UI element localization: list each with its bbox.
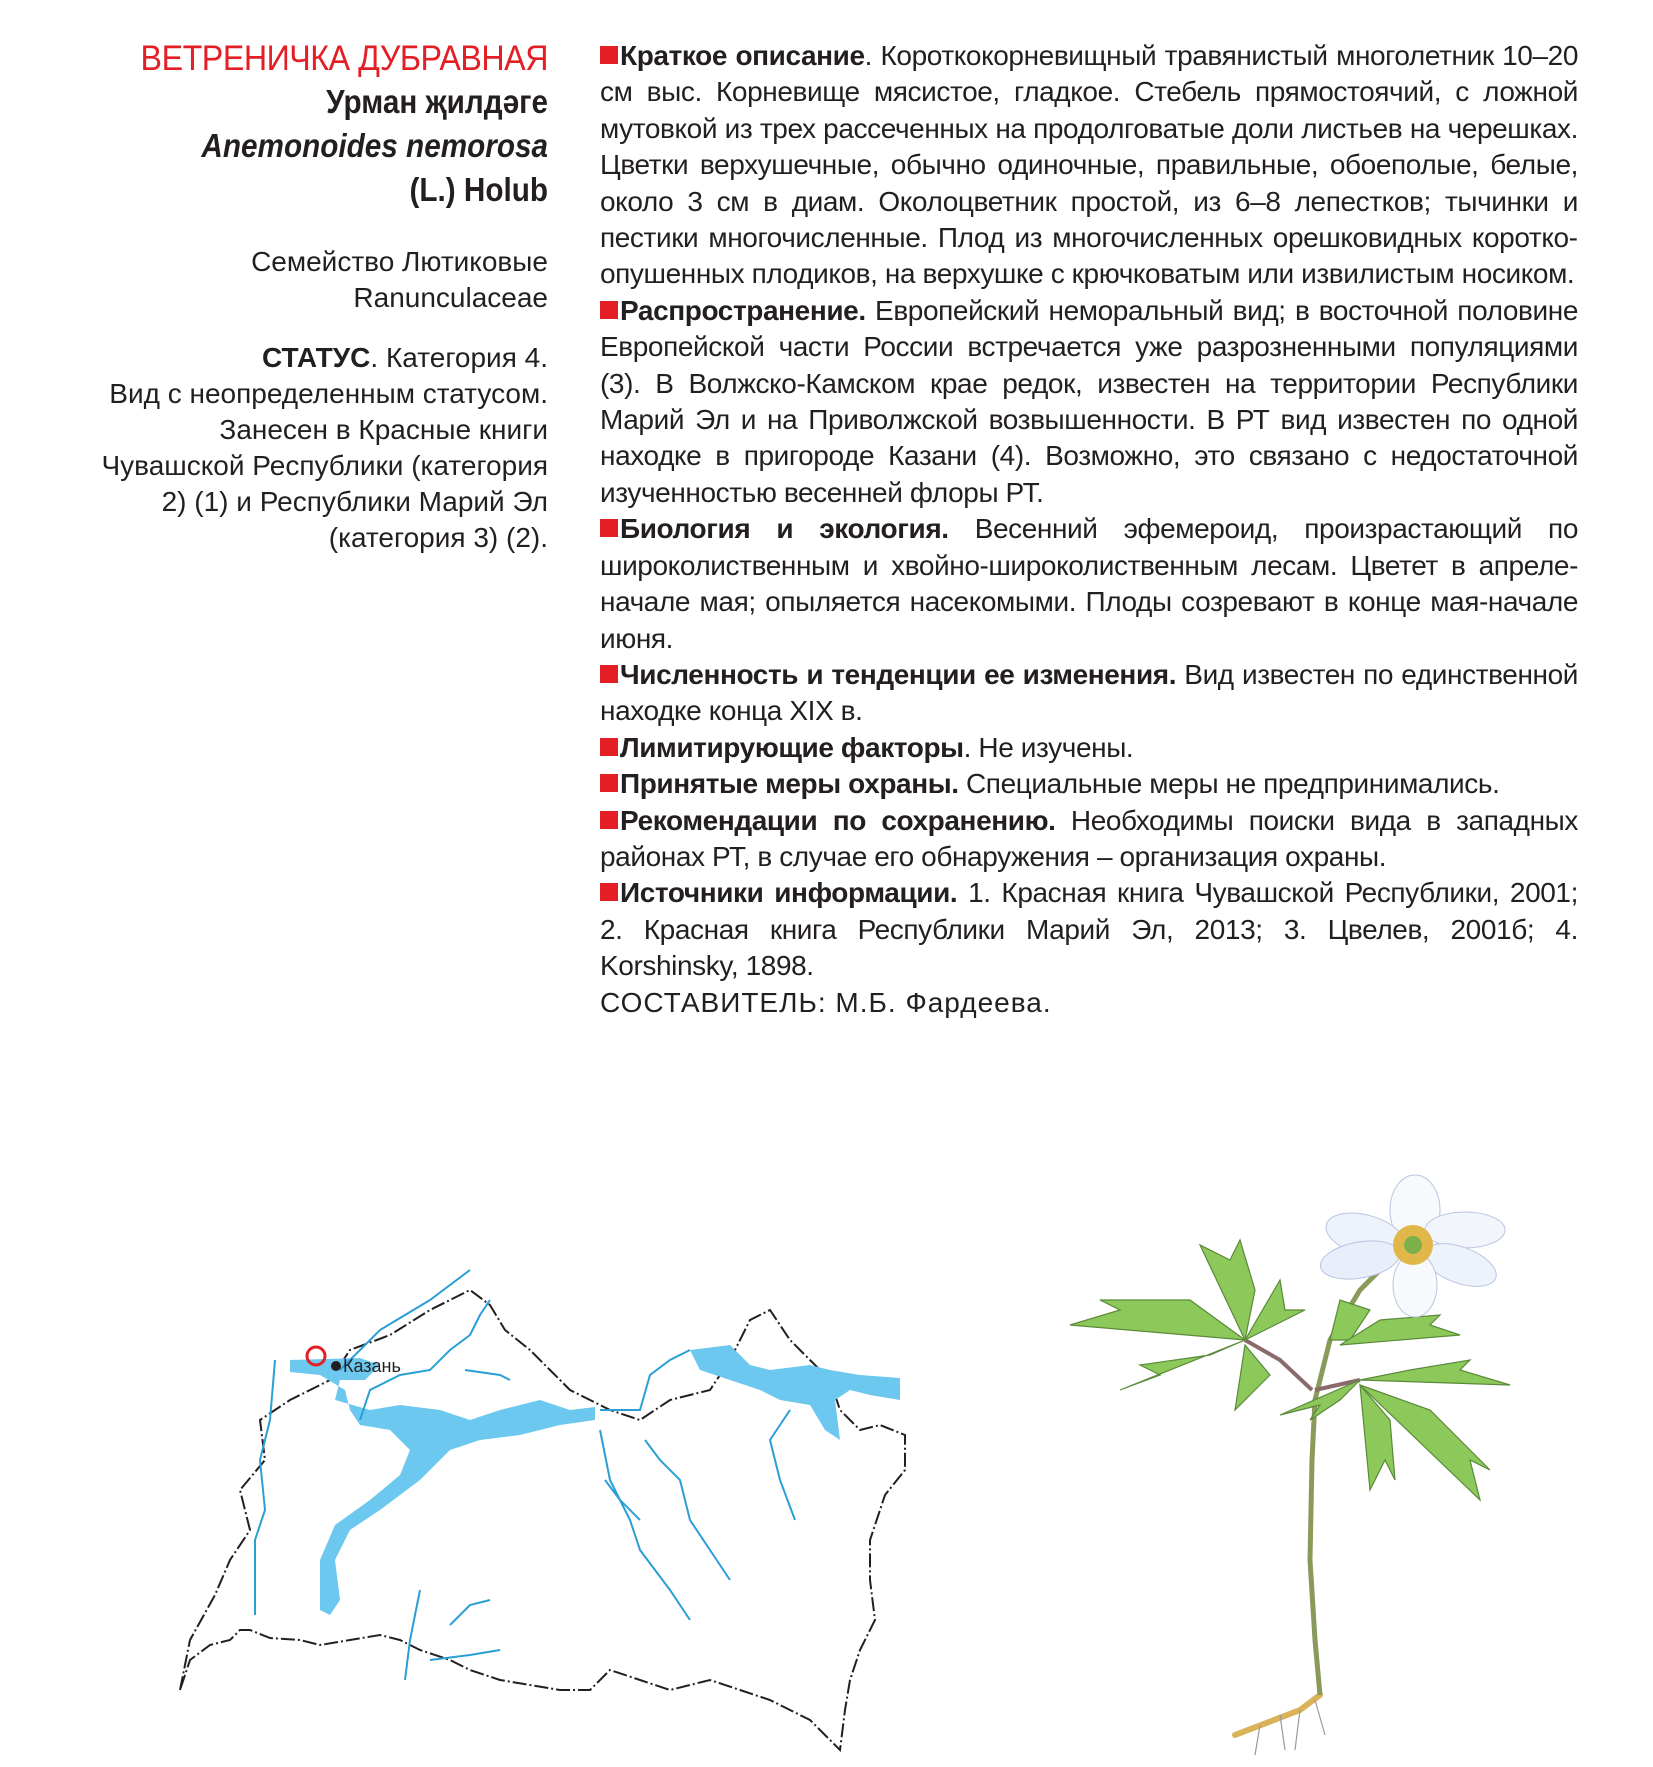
section-recommendations	[600, 803, 1578, 876]
river	[600, 1350, 690, 1410]
rivers	[255, 1270, 795, 1680]
status-block	[80, 340, 548, 556]
river	[255, 1360, 275, 1615]
city-dot-kazan	[331, 1361, 341, 1371]
tatar-name: Урман җилдәге	[326, 83, 548, 120]
bullet-square-icon	[600, 519, 618, 537]
section-heading: Принятые меры охраны.	[620, 768, 959, 800]
reservoir-kuibyshev	[290, 1358, 595, 1615]
species-header	[80, 38, 548, 556]
russian-name: ВЕТРЕНИЧКА ДУБРАВНАЯ	[140, 39, 548, 78]
status-red-books: Занесен в Красные книги Чувашской Республики (категория 2) (1) и Республики Марий Эл (категория 3) (2).	[101, 414, 548, 553]
bullet-square-icon	[600, 811, 618, 829]
region-border	[180, 1290, 905, 1750]
section-text: . Короткокорневищный травянистый многолетник 10–20 см выс. Корневище мясистое, гладкое. Стебель прямостоячий, с ложной мутовкой из трех рассеченных на продолговатые доли листьев на черешках. Цветки верхушечные, обычно одиночные, правильные, обоеполые, белые, около 3 см в диам. Околоцветник простой, из 6–8 лепестков; тычинки и пестики многочисленные. Плод из многочисленных орешковидных короткоопушенных плодиков, на верхушке с крючковатым или извилистым носиком.	[600, 40, 1578, 290]
section-text: Вид известен по единственной находке конца XIX в.	[600, 658, 1578, 727]
compiler: СОСТАВИТЕЛЬ: М.Б. Фардеева.	[600, 986, 1052, 1018]
distribution-map	[170, 1260, 910, 1760]
river	[340, 1270, 470, 1370]
section-abundance	[600, 657, 1578, 730]
author-citation: (L.) Holub	[409, 171, 548, 208]
latin-name: Anemonoides nemorosa	[201, 127, 549, 164]
family-block	[80, 244, 548, 316]
river	[465, 1370, 510, 1380]
city-label-kazan: Казань	[343, 1356, 401, 1376]
rhizome	[1235, 1695, 1320, 1735]
roots	[1255, 1700, 1325, 1755]
river	[450, 1600, 490, 1625]
section-heading: Источники информации.	[620, 877, 958, 909]
river	[605, 1480, 640, 1520]
bullet-square-icon	[600, 665, 618, 683]
river	[645, 1440, 730, 1580]
river	[430, 1650, 500, 1660]
flower	[1317, 1175, 1505, 1317]
section-limiting-factors	[600, 730, 1578, 766]
section-text: 1. Красная книга Чувашской Республики, 2001; 2. Красная книга Республики Марий Эл, 2013; 3. Цвелев, 2001б; 4. Korshinsky, 1898.	[600, 877, 1578, 982]
section-biology	[600, 511, 1578, 657]
section-heading: Численность и тенденции ее изменения.	[620, 658, 1177, 690]
bullet-square-icon	[600, 46, 618, 64]
river	[405, 1590, 420, 1680]
section-text: Специальные меры не предпринимались.	[958, 768, 1500, 800]
section-text: . Не изучены.	[963, 731, 1134, 763]
river	[770, 1410, 795, 1520]
bullet-square-icon	[600, 774, 618, 792]
bullet-square-icon	[600, 301, 618, 319]
bullet-square-icon	[600, 738, 618, 756]
section-sources	[600, 875, 1578, 984]
section-heading: Краткое описание	[620, 40, 865, 71]
status-description: Вид с неопределенным статусом.	[109, 378, 548, 409]
status-label: СТАТУС	[261, 342, 371, 373]
plant-illustration	[1040, 1160, 1520, 1760]
section-distribution	[600, 293, 1578, 511]
status-category: . Категория 4.	[370, 342, 548, 373]
section-heading: Лимитирующие факторы	[620, 731, 964, 763]
river	[600, 1430, 690, 1620]
section-heading: Рекомендации по сохранению.	[620, 804, 1056, 836]
section-text: Необходимы поиски вида в западных районах РТ, в случае его обнаружения – организация охраны.	[600, 804, 1578, 872]
section-heading: Биология и экология.	[620, 513, 949, 545]
section-text: Европейский неморальный вид; в восточной половине Европейской части России встречается уже разрозненными популяциями (3). В Волжско-Камском крае редок, известен на территории Республики Марий Эл и на Приволжской возвышенности. В РТ вид известен по одной находке в пригороде Казани (4). Возможно, это связано с недостаточной изученностью весенней флоры РТ.	[600, 294, 1578, 508]
family-ru: Семейство Лютиковые	[251, 246, 548, 277]
section-heading: Распространение.	[620, 294, 866, 326]
family-latin: Ranunculaceae	[353, 282, 548, 313]
species-description	[600, 38, 1578, 1021]
bullet-square-icon	[600, 883, 618, 901]
section-text: Весенний эфемероид, произрастающий по широколиственным и хвойно-широколиственным лесам. Цветет в апреле-начале мая; опыляется насекомыми. Плоды созревают в конце мая-начале июня.	[600, 513, 1578, 654]
section-description	[600, 38, 1578, 293]
reservoir-nizhnekamsk	[690, 1345, 900, 1440]
section-protection-measures	[600, 766, 1578, 802]
